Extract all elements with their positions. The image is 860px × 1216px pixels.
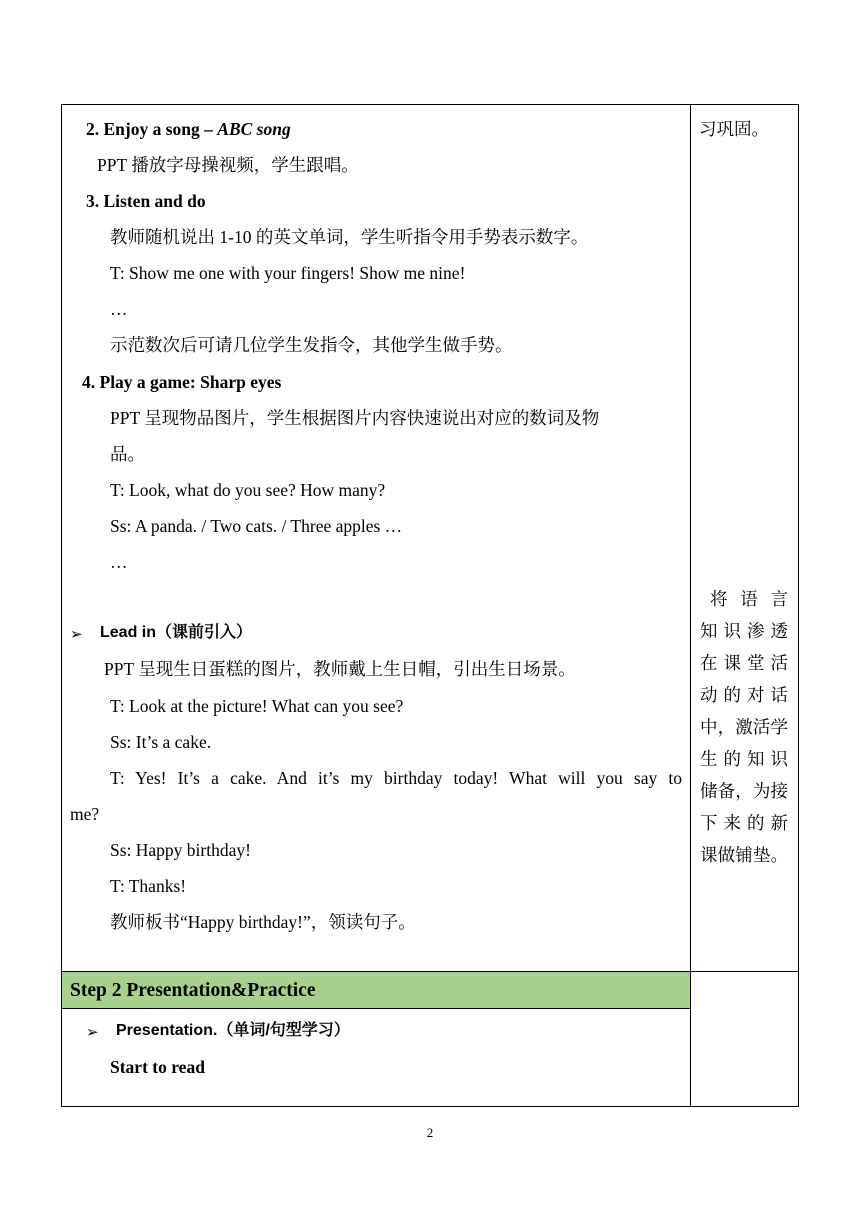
game-teacher-line: T: Look, what do you see? How many?	[110, 480, 386, 500]
listen-teacher-line: T: Show me one with your fingers! Show me nine!	[110, 263, 466, 283]
bullet-arrow-icon: ➢	[86, 1023, 99, 1041]
lead-in-teacher-line3: T: Thanks!	[110, 876, 187, 896]
page-number: 2	[426, 1125, 434, 1140]
game-ellipsis: …	[110, 552, 128, 572]
presentation-heading: Presentation.（单词/句型学习）	[116, 1022, 350, 1039]
right-note: 将 语 言 知 识 渗 透 在 课 堂 活 动 的 对 话 中，激活学 生 的 知 识 储备，为接 下 来 的 新 课做铺垫。	[700, 589, 788, 865]
step2-title: Step 2 Presentation&Practice	[70, 980, 316, 1001]
enjoy-song-desc: PPT 播放字母操视频，学生跟唱。	[97, 155, 359, 175]
game-desc-line1: PPT 呈现物品图片，学生根据图片内容快速说出对应的数词及物	[110, 408, 600, 428]
game-heading: 4. Play a game: Sharp eyes	[82, 372, 282, 392]
game-desc-line2: 品。	[110, 444, 145, 464]
lead-in-teacher-line2-cont: me?	[70, 804, 100, 824]
lead-in-students-line1: Ss: It’s a cake.	[110, 732, 212, 752]
listen-desc2: 示范数次后可请几位学生发指令，其他学生做手势。	[110, 335, 513, 355]
column-divider	[690, 105, 691, 1106]
right-note-top: 习巩固。	[699, 119, 769, 139]
lead-in-heading: Lead in（课前引入）	[100, 624, 253, 641]
lead-in-teacher-line1: T: Look at the picture! What can you see?	[110, 696, 404, 716]
lead-in-teacher-line2: T: Yes! It’s a cake. And it’s my birthday today! What will you say to	[110, 768, 682, 788]
lesson-plan-table	[61, 104, 799, 1107]
lead-in-desc: PPT 呈现生日蛋糕的图片，教师戴上生日帽，引出生日场景。	[104, 659, 576, 679]
lead-in-board-line: 教师板书“Happy birthday!”，领读句子。	[110, 912, 416, 932]
listen-desc: 教师随机说出 1-10 的英文单词，学生听指令用手势表示数字。	[110, 227, 589, 247]
listen-heading: 3. Listen and do	[86, 191, 206, 211]
lead-in-students-line2: Ss: Happy birthday!	[110, 840, 251, 860]
step2-header	[62, 972, 690, 1009]
start-to-read: Start to read	[110, 1057, 205, 1077]
bullet-arrow-icon: ➢	[70, 625, 83, 643]
listen-ellipsis: …	[110, 299, 128, 319]
game-students-line: Ss: A panda. / Two cats. / Three apples …	[110, 516, 403, 536]
enjoy-song-heading: 2. Enjoy a song – ABC song	[86, 119, 291, 139]
